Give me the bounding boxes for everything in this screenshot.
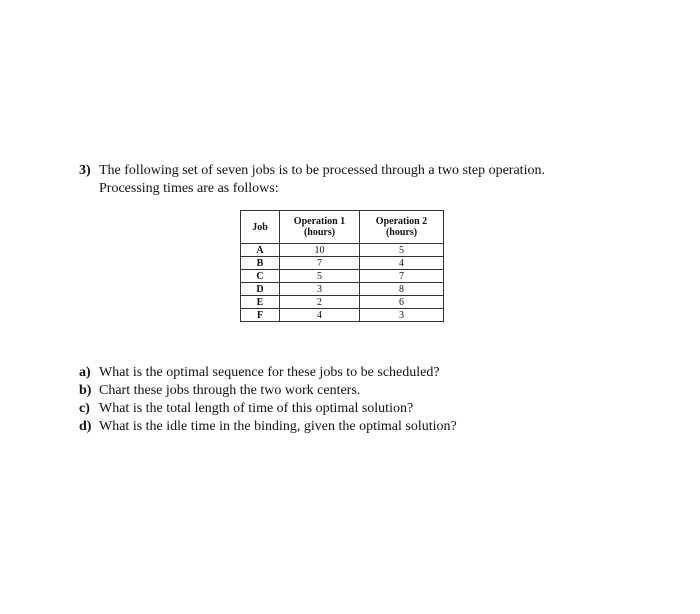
problem-number: 3)	[79, 163, 91, 178]
question-d	[79, 418, 457, 436]
problem-text-1: The following set of seven jobs is to be processed through a two step operation.	[99, 163, 545, 178]
question-text: Chart these jobs through the two work centers.	[99, 383, 361, 398]
op1-cell: 4	[280, 309, 360, 322]
op2-cell: 6	[360, 296, 444, 309]
table-row	[241, 270, 444, 283]
question-list	[79, 364, 457, 436]
header-operation-2	[360, 211, 444, 244]
question-letter: c)	[79, 401, 90, 416]
table-row	[241, 257, 444, 270]
job-cell: A	[241, 244, 280, 257]
op2-cell: 8	[360, 283, 444, 296]
op1-cell: 2	[280, 296, 360, 309]
question-text: What is the idle time in the binding, given the optimal solution?	[99, 419, 457, 434]
header-job-label: Job	[252, 221, 268, 233]
job-cell: C	[241, 270, 280, 283]
question-b	[79, 382, 457, 400]
processing-times-table	[240, 210, 444, 322]
job-cell: D	[241, 283, 280, 296]
question-text: What is the total length of time of this optimal solution?	[99, 401, 414, 416]
job-cell: F	[241, 309, 280, 322]
job-cell: B	[241, 257, 280, 270]
problem-line-2	[79, 180, 639, 198]
table-row	[241, 296, 444, 309]
header-op2-title: Operation 2	[375, 216, 428, 227]
header-op1-title: Operation 1	[293, 216, 346, 227]
op1-cell: 10	[280, 244, 360, 257]
problem-line-1	[79, 162, 639, 180]
header-op1-unit: (hours)	[303, 227, 336, 238]
header-job	[241, 211, 280, 244]
question-text: What is the optimal sequence for these jobs to be scheduled?	[99, 365, 440, 380]
question-letter: b)	[79, 383, 92, 398]
op2-cell: 4	[360, 257, 444, 270]
table-row	[241, 309, 444, 322]
op2-cell: 5	[360, 244, 444, 257]
table-row	[241, 283, 444, 296]
op2-cell: 3	[360, 309, 444, 322]
table-header-row	[241, 211, 444, 244]
question-letter: d)	[79, 419, 92, 434]
header-op2-unit: (hours)	[385, 227, 418, 238]
question-letter: a)	[79, 365, 91, 380]
problem-text-2: Processing times are as follows:	[99, 181, 279, 196]
question-c	[79, 400, 457, 418]
problem-statement	[79, 162, 639, 198]
header-operation-1	[280, 211, 360, 244]
table-row	[241, 244, 444, 257]
job-cell: E	[241, 296, 280, 309]
op1-cell: 3	[280, 283, 360, 296]
op2-cell: 7	[360, 270, 444, 283]
op1-cell: 5	[280, 270, 360, 283]
question-a	[79, 364, 457, 382]
op1-cell: 7	[280, 257, 360, 270]
